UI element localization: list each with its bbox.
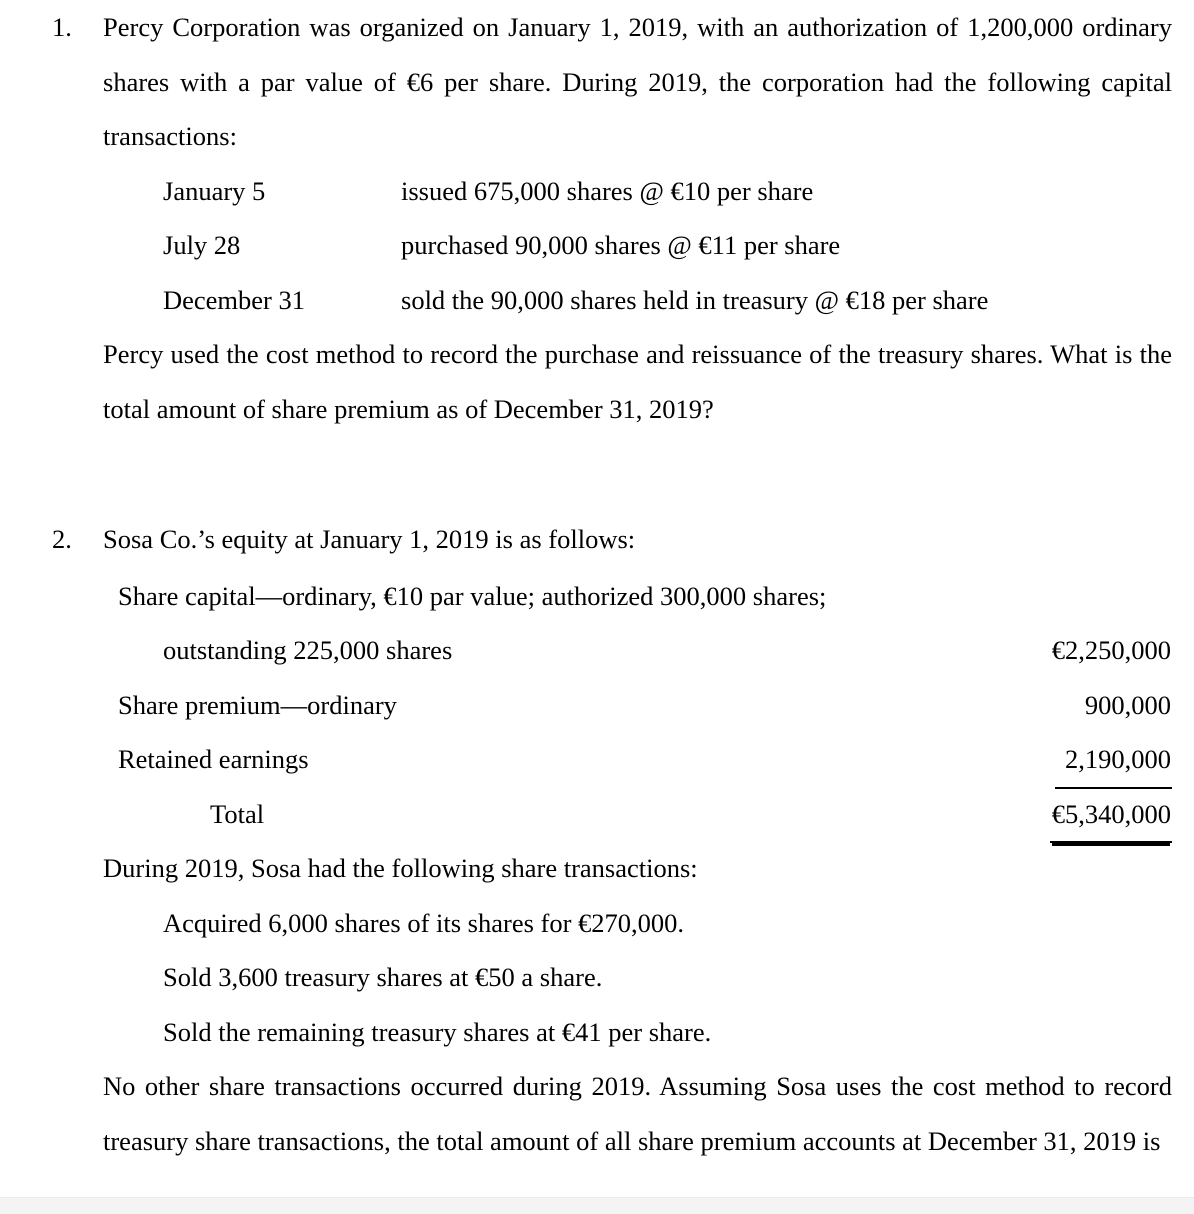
question-2-intro: Sosa Co.’s equity at January 1, 2019 is as follows: [103, 524, 636, 554]
question-2-transaction-list [0, 896, 1194, 1060]
question-1-closing: Percy used the cost method to record the purchase and reissuance of the treasury shares. What is the total amount of share premium as of December 31, 2019? [103, 339, 1172, 424]
equity-row-label: outstanding 225,000 shares [163, 635, 453, 665]
transaction-description: sold the 90,000 shares held in treasury @ €18 per share [401, 284, 989, 315]
equity-row-amount: 900,000 [1084, 689, 1171, 720]
equity-row-label: Share premium—ordinary [118, 689, 397, 720]
question-1-intro: Percy Corporation was organized on January 1, 2019, with an authorization of 1,200,000 ordinary shares with a par value of €6 per share. During 2019, the corporation had the following capital transactions: [103, 12, 1172, 151]
page-bottom-edge-band [0, 1197, 1194, 1214]
equity-row [0, 569, 1194, 624]
transaction-date: July 28 [163, 230, 241, 260]
equity-total-row [0, 787, 1194, 842]
equity-row [0, 678, 1194, 733]
question-1-marker: 1. [52, 12, 72, 42]
transaction-row [163, 164, 1194, 219]
equity-row-amount: €2,250,000 [1051, 635, 1171, 665]
equity-row-amount: 2,190,000 [1055, 732, 1172, 789]
equity-row-label: Share capital—ordinary, €10 par value; authorized 300,000 shares; [118, 580, 827, 611]
transaction-line: Sold the remaining treasury shares at €41 per share. [163, 1016, 712, 1047]
transaction-description: issued 675,000 shares @ €10 per share [401, 175, 814, 206]
transaction-date: January 5 [163, 175, 266, 206]
question-2-marker: 2. [52, 524, 72, 554]
equity-statement-table [0, 569, 1194, 842]
equity-row-label: Retained earnings [118, 744, 309, 774]
transaction-row [163, 273, 1194, 328]
equity-total-label: Total [210, 798, 265, 829]
equity-total-amount: €5,340,000 [1050, 787, 1172, 844]
equity-row [0, 732, 1194, 787]
question-2-closing: No other share transactions occurred during 2019. Assuming Sosa uses the cost method to record treasury share transactions, the total amount of all share premium accounts at December 31, 2019 is [103, 1071, 1172, 1156]
question-item-2 [0, 512, 1194, 1168]
item-separator [0, 436, 1194, 512]
transaction-line: Sold 3,600 treasury shares at €50 a share. [163, 962, 603, 992]
transaction-description: purchased 90,000 shares @ €11 per share [401, 230, 841, 260]
transaction-line: Acquired 6,000 shares of its shares for €270,000. [163, 907, 685, 938]
question-1-transaction-list [163, 164, 1194, 328]
transaction-date: December 31 [163, 284, 305, 315]
transaction-row [163, 218, 1194, 273]
equity-row [0, 623, 1194, 678]
question-item-1 [0, 0, 1194, 436]
question-2-transactions-intro: During 2019, Sosa had the following share transactions: [103, 853, 698, 883]
